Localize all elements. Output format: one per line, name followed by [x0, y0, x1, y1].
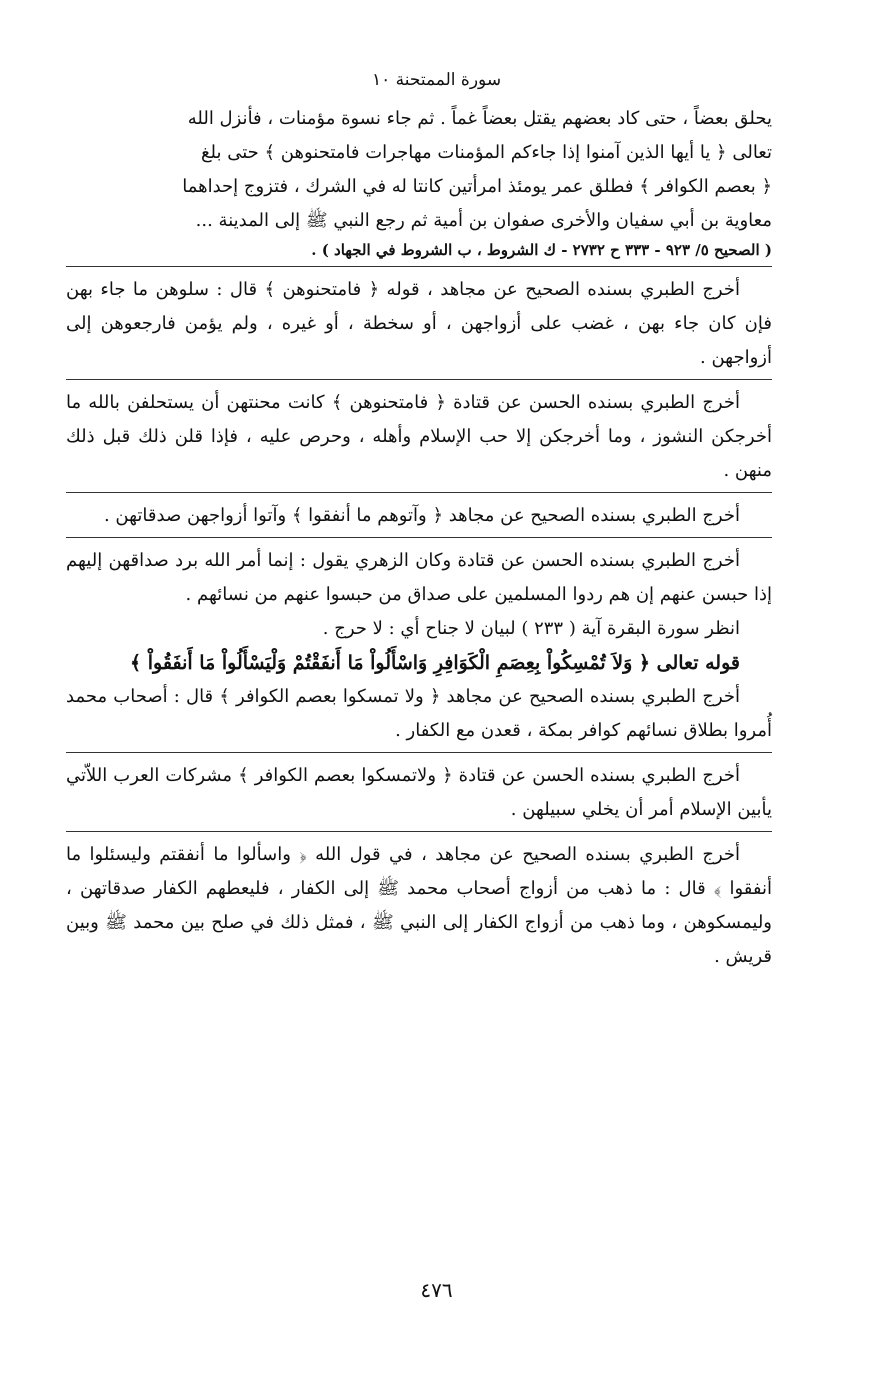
paragraph-qatada-imtihan: أخرج الطبري بسنده الحسن عن قتادة ﴿ فامتحنوهن ﴾ كانت محنتهن أن يستحلفن بالله ما أخرجكن النشوز ، وما أخرجكن إلا حب الإسلام وأهله ، وحرص عليه ، فإذا قلن ذلك قبل ذلك منهن . — [66, 392, 772, 481]
hadith-line-3: ﴿ بعصم الكوافر ﴾ فطلق عمر يومئذ امرأتين كانتا له في الشرك ، فتزوج إحداهما — [182, 176, 772, 197]
divider — [66, 831, 772, 832]
hadith-line-4: معاوية بن أبي سفيان والأخرى صفوان بن أمية ثم رجع النبي ﷺ إلى المدينة ... — [195, 210, 772, 231]
paragraph-qatada-kawafir: أخرج الطبري بسنده الحسن عن قتادة ﴿ ولاتمسكوا بعصم الكوافر ﴾ مشركات العرب اللاّتي يأبين الإسلام أمر أن يخلي سبيلهن . — [66, 765, 772, 820]
paragraph-mujahid-infaq: أخرج الطبري بسنده الصحيح عن مجاهد ﴿ وآتوهم ما أنفقوا ﴾ وآتوا أزواجهن صدقاتهن . — [103, 505, 740, 526]
verse-heading: قوله تعالى ﴿ وَلاَ تُمْسِكُواْ بِعِصَمِ الْكَوَافِرِ وَاسْأَلُواْ مَا أَنفَقْتُمْ وَلْيَسْأَلُواْ مَا أَنفَقُواْ ﴾ — [130, 652, 740, 674]
divider — [66, 752, 772, 753]
paragraph-qatada-zuhri: أخرج الطبري بسنده الحسن عن قتادة وكان الزهري يقول : إنما أمر الله برد صداقهن إليهم إذا حبسن عنهم إن هم ردوا المسلمين على صداق من حبسوا عنهم من نسائهم . — [66, 550, 772, 605]
page-body — [66, 102, 772, 974]
citation: ( الصحيح ٥/ ٩٢٣ - ٣٣٣ ح ٢٧٣٢ - ك الشروط ، ب الشروط في الجهاد ) . — [311, 241, 772, 259]
cross-reference: انظر سورة البقرة آية ( ٢٣٣ ) لبيان لا جناح أي : لا حرج . — [322, 618, 740, 639]
page-number: ٤٧٦ — [420, 1278, 453, 1302]
divider — [66, 379, 772, 380]
paragraph-mujahid-sulh: أخرج الطبري بسنده الصحيح عن مجاهد ، في قول الله ﴿ واسألوا ما أنفقتم وليسئلوا ما أنفقوا ﴾ قال : ما ذهب من أزواج أصحاب محمد ﷺ إلى الكفار ، فليعطهم الكفار صدقاتهن ، وليمسكوهن ، وما ذهب من أزواج الكفار إلى النبي ﷺ ، فمثل ذلك في صلح بين محمد ﷺ وبين قريش . — [66, 844, 772, 967]
divider — [66, 266, 772, 267]
divider — [66, 537, 772, 538]
hadith-line-1: يحلق بعضاً ، حتى كاد بعضهم يقتل بعضاً غماً . ثم جاء نسوة مؤمنات ، فأنزل الله — [187, 108, 772, 129]
hadith-line-2: تعالى ﴿ يا أيها الذين آمنوا إذا جاءكم المؤمنات مهاجرات فامتحنوهن ﴾ حتى بلغ — [200, 142, 772, 163]
running-header: سورة الممتحنة ١٠ — [371, 70, 502, 90]
paragraph-mujahid-imtihan: أخرج الطبري بسنده الصحيح عن مجاهد ، قوله ﴿ فامتحنوهن ﴾ قال : سلوهن ما جاء بهن فإن كان جاء بهن ، غضب على أزواجهن ، أو سخطة ، أو غيره ، ولم يؤمن فارجعوهن إلى أزواجهن . — [66, 279, 772, 368]
paragraph-mujahid-kawafir: أخرج الطبري بسنده الصحيح عن مجاهد ﴿ ولا تمسكوا بعصم الكوافر ﴾ قال : أصحاب محمد أُمروا بطلاق نسائهم كوافر بمكة ، قعدن مع الكفار . — [66, 686, 772, 741]
divider — [66, 492, 772, 493]
